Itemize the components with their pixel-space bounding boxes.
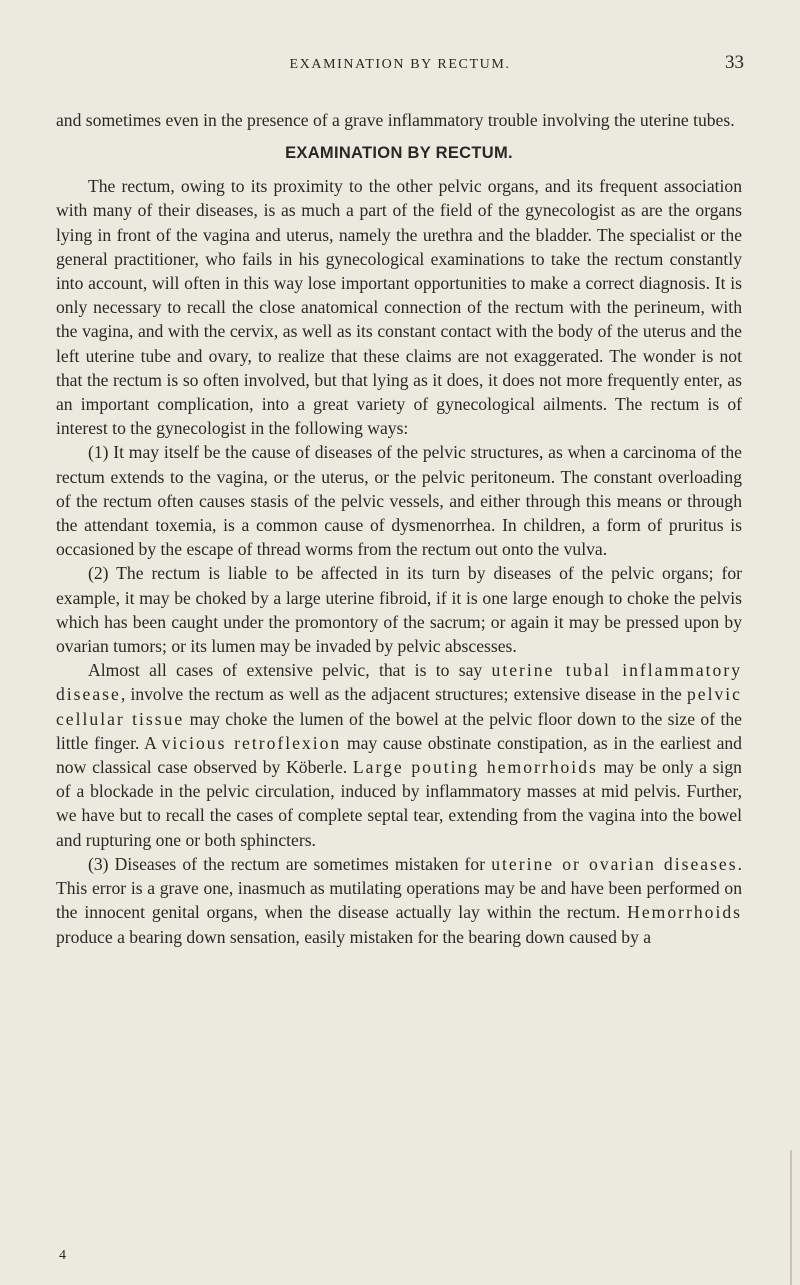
paragraph-point-2: (2) The rectum is liable to be affected in its turn by diseases of the pelvic organs; for example, it may be choked by a large uterine fibroid, if it is one large enough to choke the pelvis which has been caught under the promontory of the sacrum; or again it may be pressed upon by ovarian tumors; or its lumen may be invaded by pelvic abscesses. — [56, 563, 742, 657]
text-run: produce a bearing down sensation, easily mistaken for the bearing down caused by a — [56, 926, 652, 947]
paragraph-extensive-disease — [56, 658, 742, 852]
emphasis-uterine-tubal: uterine tubal inflammatory disease — [56, 660, 742, 705]
signature-mark: 4 — [59, 1248, 66, 1263]
paragraph-point-3 — [56, 852, 742, 949]
page-edge-shadow — [790, 1150, 792, 1285]
text-run: , involve the rectum as well as the adjacent structures; extensive disease in the — [120, 684, 687, 705]
running-head — [56, 52, 744, 76]
emphasis-hemorrhoids-2: Hemorrhoids — [627, 902, 742, 923]
paragraph-point-1: (1) It may itself be the cause of diseases of the pelvic structures, as when a carcinoma of the rectum extends to the vagina, or the uterus, or the pelvic peritoneum. The constant overloading of the rectum often causes stasis of the pelvic vessels, and either through this means or through the attendant toxemia, is a common cause of dysmenorrhea. In children, a form of pruritus is occasioned by the escape of thread worms from the rectum out onto the vulva. — [56, 442, 742, 560]
page-number: 33 — [725, 52, 744, 73]
text-run: may be only a sign of a blockade in the pelvic circulation, induced by inflammatory masses at mid pelvis. Further, we have but to recall the cases of complete septal tear, extending from the vagina into the bowel and rupturing one or both sphincters. — [56, 757, 742, 850]
running-title: EXAMINATION BY RECTUM. — [289, 57, 511, 72]
body-text — [56, 108, 742, 949]
emphasis-vicious-retroflexion: vicious retroflexion — [161, 732, 342, 753]
emphasis-pelvic-cellular: pelvic cellular tissue — [56, 684, 742, 729]
text-run: may cause obstinate constipation, as in the earliest and now classical case observed by Köberle. — [56, 732, 742, 778]
emphasis-hemorrhoids: Large pouting hemorrhoids — [352, 757, 598, 778]
text-run: . This error is a grave one, inasmuch as mutilating operations may be and have been performed on the innocent genital organs, when the disease actually lay within the rectum. — [56, 853, 742, 923]
section-heading: EXAMINATION BY RECTUM. — [285, 144, 513, 163]
paragraph-intro: The rectum, owing to its proximity to the other pelvic organs, and its frequent association with many of their diseases, is as much a part of the field of the gynecologist as are the organs lying in front of the vagina and uterus, namely the urethra and the bladder. The specialist or the general practitioner, who fails in his gynecological examinations to take the rectum constantly into account, will often in this way lose important opportunities to make a correct diagnosis. It is only necessary to recall the close anatomical connection of the rectum with the perineum, with the vagina, and with the cervix, as well as its constant contact with the body of the uterus and the left uterine tube and ovary, to realize that these claims are not exaggerated. The wonder is not that the rectum is so often involved, but that lying as it does, it does not more frequently enter, as an important complication, into a great variety of gynecological ailments. The rectum is of interest to the gynecologist in the following ways: — [56, 176, 742, 439]
text-run: may choke the lumen of the bowel at the pelvic floor down to the size of the little finger. A — [56, 708, 742, 753]
text-run: Almost all cases of extensive pelvic, that is to say — [88, 660, 492, 681]
emphasis-uterine-ovarian: uterine or ovarian diseases — [491, 853, 738, 874]
text-run: (3) Diseases of the rectum are sometimes mistaken for — [88, 853, 492, 874]
paragraph-continuation: and sometimes even in the presence of a grave inflammatory trouble involving the uterine tubes. — [56, 110, 735, 130]
